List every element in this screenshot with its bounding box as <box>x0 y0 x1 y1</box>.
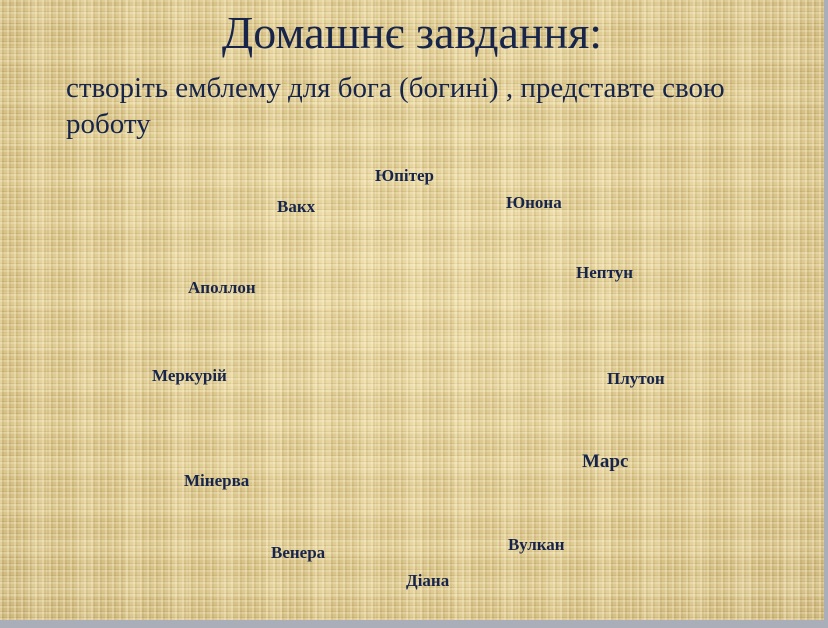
god-vulcan: Вулкан <box>508 535 565 554</box>
god-juno: Юнона <box>506 193 562 212</box>
god-neptune: Нептун <box>576 263 633 282</box>
god-diana: Діана <box>406 571 450 590</box>
god-mercury: Меркурій <box>152 366 227 385</box>
slide-title: Домашнє завдання: <box>221 7 603 58</box>
god-pluto: Плутон <box>607 369 665 388</box>
god-minerva: Мінерва <box>184 471 250 490</box>
god-mars: Марс <box>582 451 629 472</box>
god-bacchus: Вакх <box>277 197 316 216</box>
god-venus: Венера <box>271 543 326 562</box>
god-apollo: Аполлон <box>188 278 256 297</box>
task-text: створіть емблему для бога (богині) , представте свою роботу <box>66 72 725 140</box>
god-jupiter: Юпітер <box>375 166 435 185</box>
